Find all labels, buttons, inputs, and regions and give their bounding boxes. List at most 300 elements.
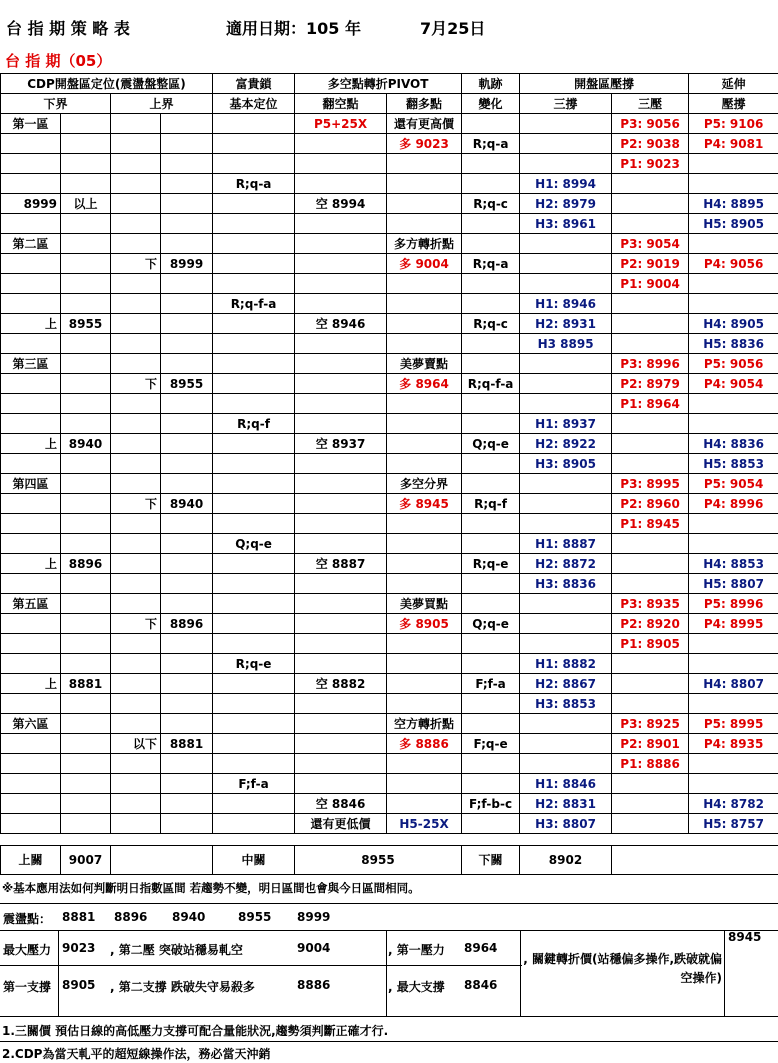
cell [61, 234, 111, 254]
cell [462, 354, 520, 374]
extension-level: P5: 9106 [689, 114, 778, 134]
cell [161, 814, 213, 834]
max-pressure-value: 9023 [62, 941, 96, 955]
header-group-row [1, 74, 778, 94]
cell [462, 474, 520, 494]
cell [111, 194, 161, 214]
cell [213, 314, 295, 334]
cell [213, 494, 295, 514]
title-row [0, 0, 778, 46]
zone-row [1, 714, 778, 734]
cell [213, 194, 295, 214]
cell [111, 654, 161, 674]
cell [111, 114, 161, 134]
cell [612, 434, 689, 454]
cell [462, 714, 520, 734]
cell [520, 714, 612, 734]
base-position: R;q-a [213, 174, 295, 194]
cell [295, 774, 387, 794]
cell [1, 794, 61, 814]
resistance-level: P3: 8995 [612, 474, 689, 494]
cell [462, 814, 520, 834]
cell [161, 574, 213, 594]
cell [462, 654, 520, 674]
cell [689, 514, 778, 534]
upper-bound-value: 8881 [161, 734, 213, 754]
zone-row [1, 414, 778, 434]
cell [61, 274, 111, 294]
extension-level: H5: 8853 [689, 454, 778, 474]
cell [1, 694, 61, 714]
cell [213, 814, 295, 834]
cell [462, 454, 520, 474]
cell [612, 574, 689, 594]
support-level: H1: 8887 [520, 534, 612, 554]
cell [295, 154, 387, 174]
cell [520, 374, 612, 394]
cell [161, 234, 213, 254]
zone-row [1, 814, 778, 834]
second-pressure-label: , 第二壓 突破站穩易軋空 [110, 943, 243, 957]
zone-row [1, 294, 778, 314]
cell [295, 234, 387, 254]
trace-change: R;q-f-a [462, 374, 520, 394]
cell [689, 394, 778, 414]
divider-3 [0, 965, 522, 966]
cell [462, 234, 520, 254]
cell [612, 774, 689, 794]
cell [689, 154, 778, 174]
cell [295, 574, 387, 594]
cell [462, 394, 520, 414]
strategy-table [0, 73, 778, 834]
cell [61, 474, 111, 494]
cell [1, 414, 61, 434]
cell [520, 514, 612, 534]
cell [520, 134, 612, 154]
cell [61, 694, 111, 714]
cell [161, 534, 213, 554]
trace-change: F;q-e [462, 734, 520, 754]
cell [161, 334, 213, 354]
cell [689, 234, 778, 254]
zone-row [1, 614, 778, 634]
cell [462, 114, 520, 134]
product-title: 台 指 期（05） [5, 52, 112, 70]
cell [111, 154, 161, 174]
cell [61, 354, 111, 374]
cell [161, 114, 213, 134]
cell [1, 494, 61, 514]
max-support-value: 8846 [464, 978, 498, 992]
zone-row [1, 694, 778, 714]
cell [213, 474, 295, 494]
vline-1 [58, 930, 59, 1016]
cell [161, 634, 213, 654]
cell [61, 654, 111, 674]
upper-label: 上關 [1, 846, 61, 875]
flip-long-point: 空方轉折點 [387, 714, 462, 734]
cell [295, 714, 387, 734]
cell [387, 634, 462, 654]
cell [213, 274, 295, 294]
cell [213, 354, 295, 374]
upper-bound-label: 下 [111, 254, 161, 274]
flip-short-point: 空 8994 [295, 194, 387, 214]
support-level: H3: 8961 [520, 214, 612, 234]
extension-level: P4: 8996 [689, 494, 778, 514]
cell [61, 634, 111, 654]
cell [612, 674, 689, 694]
cell [161, 414, 213, 434]
cell [612, 174, 689, 194]
cell [213, 454, 295, 474]
lower-bound-label: 上 [1, 434, 61, 454]
resistance-level: P2: 8960 [612, 494, 689, 514]
zone-name: 第一區 [1, 114, 61, 134]
base-position: Q;q-e [213, 534, 295, 554]
cell [111, 774, 161, 794]
cell [161, 434, 213, 454]
cell [61, 534, 111, 554]
cell [161, 294, 213, 314]
zone-row [1, 774, 778, 794]
trace-change: F;f-a [462, 674, 520, 694]
zone-row [1, 374, 778, 394]
sheet-title: 台 指 期 策 略 表 [6, 19, 130, 38]
divider-1 [0, 903, 778, 904]
cell [612, 654, 689, 674]
shake-value-1: 8881 [62, 910, 96, 924]
extension-level: H4: 8807 [689, 674, 778, 694]
resistance-level: P1: 8886 [612, 754, 689, 774]
cell [387, 794, 462, 814]
upper-bound-label: 下 [111, 494, 161, 514]
zone-row [1, 594, 778, 614]
extension-level: H5: 8807 [689, 574, 778, 594]
cell [520, 114, 612, 134]
cell [1, 274, 61, 294]
base-position: R;q-e [213, 654, 295, 674]
cell [61, 174, 111, 194]
divider-2 [0, 930, 778, 931]
support-level: H3: 8905 [520, 454, 612, 474]
cell [61, 334, 111, 354]
cell [111, 354, 161, 374]
flip-long-point: 多 8964 [387, 374, 462, 394]
cell [111, 634, 161, 654]
extension-level: H4: 8895 [689, 194, 778, 214]
cell [111, 814, 161, 834]
flip-long-point: 多 9004 [387, 254, 462, 274]
cell [161, 194, 213, 214]
lower-bound-label: 上 [1, 314, 61, 334]
cell [462, 154, 520, 174]
summary-table [0, 845, 778, 875]
cell [462, 214, 520, 234]
cell [111, 214, 161, 234]
cell [520, 234, 612, 254]
cell [295, 394, 387, 414]
cell [213, 154, 295, 174]
support-level: H3: 8853 [520, 694, 612, 714]
header-extend: 延伸 [689, 74, 778, 94]
lower-bound-value: 8881 [61, 674, 111, 694]
flip-long-point: H5-25X [387, 814, 462, 834]
cell [295, 634, 387, 654]
zone-name: 第三區 [1, 354, 61, 374]
cell [111, 394, 161, 414]
header-cdp: CDP開盤區定位(震盪盤整區) [1, 74, 213, 94]
cell [61, 294, 111, 314]
cell [520, 154, 612, 174]
cell [213, 754, 295, 774]
cell [387, 574, 462, 594]
cell [612, 194, 689, 214]
cell [61, 494, 111, 514]
cell [295, 614, 387, 634]
cell [1, 734, 61, 754]
cell [111, 514, 161, 534]
cell [161, 714, 213, 734]
cell [462, 754, 520, 774]
cell [689, 294, 778, 314]
cell [161, 694, 213, 714]
zone-row [1, 114, 778, 134]
cell [1, 754, 61, 774]
cell [111, 594, 161, 614]
zone-name: 第二區 [1, 234, 61, 254]
header-lock: 富貴鎖 [213, 74, 295, 94]
cell [295, 454, 387, 474]
support-level: H1: 8937 [520, 414, 612, 434]
cell [612, 214, 689, 234]
cell [213, 674, 295, 694]
second-support-value: 8886 [297, 978, 331, 992]
date-label: 適用日期：105 年 [226, 19, 361, 38]
cell [111, 714, 161, 734]
support-level: H1: 8994 [520, 174, 612, 194]
extension-level: P4: 9054 [689, 374, 778, 394]
cell [1, 134, 61, 154]
cell [295, 754, 387, 774]
cell [161, 674, 213, 694]
cell [61, 254, 111, 274]
cell [689, 754, 778, 774]
lower-value: 8902 [520, 846, 612, 875]
header-lower: 下界 [1, 94, 111, 114]
first-pressure-value: 8964 [464, 941, 498, 955]
cell [1, 514, 61, 534]
cell [387, 174, 462, 194]
cell [1, 454, 61, 474]
extension-level: H4: 8905 [689, 314, 778, 334]
shake-label: 震盪點： [3, 912, 52, 926]
zone-row [1, 234, 778, 254]
second-support-label: , 第二支撐 跌破失守易殺多 [110, 980, 255, 994]
extension-level: P5: 9054 [689, 474, 778, 494]
summary-row [1, 846, 778, 875]
extension-level: H4: 8782 [689, 794, 778, 814]
support-level: H1: 8846 [520, 774, 612, 794]
cell [213, 574, 295, 594]
cell [612, 334, 689, 354]
support-level: H3: 8807 [520, 814, 612, 834]
upper-bound-label: 下 [111, 614, 161, 634]
shake-value-2: 8896 [114, 910, 148, 924]
zone-row [1, 394, 778, 414]
cell [111, 454, 161, 474]
cell [689, 534, 778, 554]
resistance-level: P1: 8945 [612, 514, 689, 534]
cell [213, 334, 295, 354]
cell [387, 214, 462, 234]
resistance-level: P3: 8996 [612, 354, 689, 374]
upper-bound-value: 8896 [161, 614, 213, 634]
cell [520, 614, 612, 634]
support-level: H2: 8922 [520, 434, 612, 454]
cell [61, 134, 111, 154]
extension-level: P4: 8995 [689, 614, 778, 634]
cell [213, 374, 295, 394]
trace-change: R;q-c [462, 194, 520, 214]
cell [295, 414, 387, 434]
base-position: F;f-a [213, 774, 295, 794]
cell [1, 534, 61, 554]
cell [111, 414, 161, 434]
cell [612, 414, 689, 434]
header-open-range: 開盤區壓撐 [520, 74, 689, 94]
zone-row [1, 454, 778, 474]
cell [387, 154, 462, 174]
cell [295, 734, 387, 754]
base-position: R;q-f [213, 414, 295, 434]
zone-row [1, 194, 778, 214]
cell [1, 294, 61, 314]
cell [161, 154, 213, 174]
flip-short-point: 空 8846 [295, 794, 387, 814]
zone-row [1, 754, 778, 774]
zone-row [1, 354, 778, 374]
cell [111, 694, 161, 714]
cell [161, 274, 213, 294]
trace-change: Q;q-e [462, 434, 520, 454]
divider-5 [0, 1041, 778, 1042]
cell [111, 274, 161, 294]
cell [61, 614, 111, 634]
cell [111, 334, 161, 354]
cell [520, 754, 612, 774]
trace-change: Q;q-e [462, 614, 520, 634]
cell [612, 534, 689, 554]
lower-bound-value: 8955 [61, 314, 111, 334]
zone-name: 第四區 [1, 474, 61, 494]
upper-bound-value: 8955 [161, 374, 213, 394]
cell [111, 294, 161, 314]
cell [462, 594, 520, 614]
cell [462, 694, 520, 714]
cell [161, 134, 213, 154]
extension-level: P5: 8996 [689, 594, 778, 614]
extension-level: H5: 8905 [689, 214, 778, 234]
second-pressure-value: 9004 [297, 941, 331, 955]
zone-row [1, 474, 778, 494]
cell [387, 194, 462, 214]
vline-2 [386, 930, 387, 1016]
header-sub-row [1, 94, 778, 114]
cell [387, 774, 462, 794]
flip-short-point: P5+25X [295, 114, 387, 134]
flip-short-point: 空 8946 [295, 314, 387, 334]
cell [213, 634, 295, 654]
flip-long-point: 還有更高價 [387, 114, 462, 134]
cell [1, 574, 61, 594]
zone-row [1, 514, 778, 534]
zone-row [1, 554, 778, 574]
cell [213, 114, 295, 134]
footnote-2: 2.CDP為當天軋平的超短線操作法，務必當天沖銷 [2, 1047, 271, 1061]
cell [295, 654, 387, 674]
shake-value-4: 8955 [238, 910, 272, 924]
date-value: 7月25日 [420, 19, 486, 38]
header-flip-short: 翻空點 [295, 94, 387, 114]
cell [111, 534, 161, 554]
cell [462, 414, 520, 434]
resistance-level: P3: 8935 [612, 594, 689, 614]
cell [213, 714, 295, 734]
header-track: 軌跡 [462, 74, 520, 94]
cell [61, 394, 111, 414]
support-level: H2: 8979 [520, 194, 612, 214]
cell [61, 814, 111, 834]
header-pivot: 多空點轉折PIVOT [295, 74, 462, 94]
summary-blank-1 [111, 846, 213, 875]
cell [612, 794, 689, 814]
resistance-level: P1: 8905 [612, 634, 689, 654]
cell [61, 714, 111, 734]
cell [213, 234, 295, 254]
flip-long-point: 多 8905 [387, 614, 462, 634]
cell [520, 494, 612, 514]
table-body [1, 74, 778, 834]
cell [387, 414, 462, 434]
cell [520, 734, 612, 754]
key-pivot-value: 8945 [728, 930, 762, 944]
cell [612, 294, 689, 314]
resistance-level: P2: 8979 [612, 374, 689, 394]
cell [61, 794, 111, 814]
zone-row [1, 334, 778, 354]
cell [387, 434, 462, 454]
cell [111, 794, 161, 814]
cell [1, 614, 61, 634]
cell [213, 514, 295, 534]
flip-long-point: 多 8886 [387, 734, 462, 754]
upper-bound-value: 8940 [161, 494, 213, 514]
header-upper: 上界 [111, 94, 213, 114]
support-level: H1: 8882 [520, 654, 612, 674]
cell [295, 694, 387, 714]
cell [161, 594, 213, 614]
cell [387, 694, 462, 714]
lower-label: 下關 [462, 846, 520, 875]
cell [61, 574, 111, 594]
cell [161, 454, 213, 474]
resistance-level: P2: 9019 [612, 254, 689, 274]
cell [161, 794, 213, 814]
cell [61, 514, 111, 534]
cell [61, 154, 111, 174]
